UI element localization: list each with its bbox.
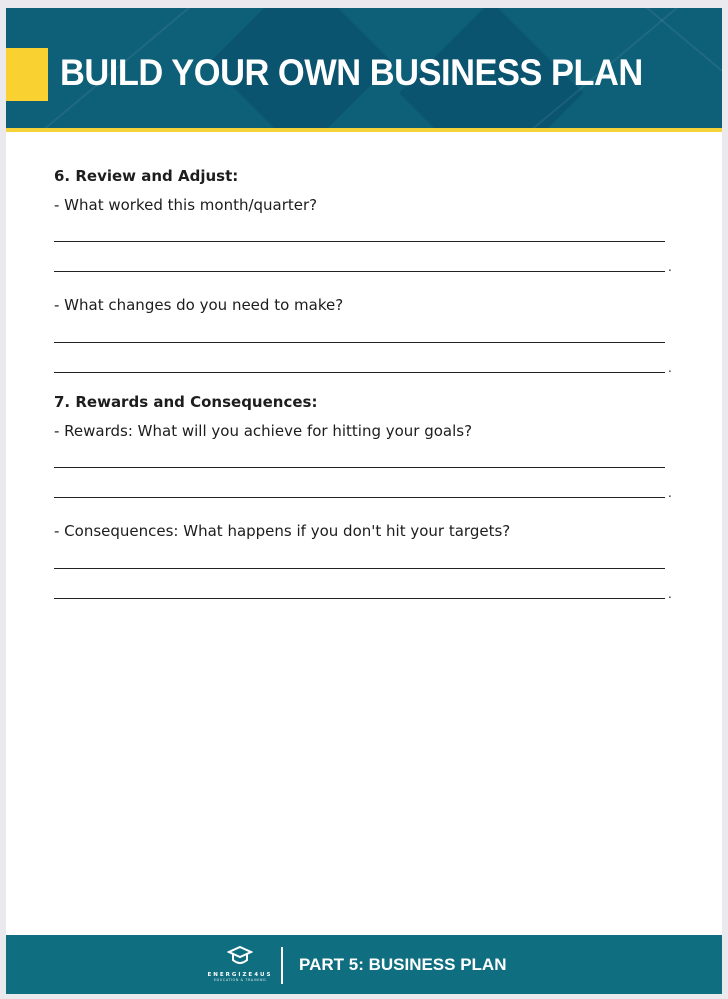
question: - Consequences: What happens if you don't hit your targets? [54,522,511,540]
line-end: . [668,361,672,375]
question: - What worked this month/quarter? [54,196,318,214]
answer-line[interactable] [54,271,665,272]
answer-line[interactable] [54,241,665,242]
footer-divider [281,947,283,984]
logo-subtext: EDUCATION & TRAINING [213,978,267,982]
accent-stripe [6,128,722,132]
answer-line[interactable] [54,497,665,498]
footer-banner [6,935,722,994]
brand-logo [206,945,274,985]
logo-text: ENERGIZE4US [207,972,273,978]
footer-title: PART 5: BUSINESS PLAN [299,955,507,974]
line-end: . [668,260,672,274]
question: - What changes do you need to make? [54,296,344,314]
section-heading: 6. Review and Adjust: [54,167,239,185]
graduation-cap-icon [227,945,253,967]
answer-line[interactable] [54,372,665,373]
question: - Rewards: What will you achieve for hitting your goals? [54,422,473,440]
answer-line[interactable] [54,467,665,468]
answer-line[interactable] [54,568,665,569]
answer-line[interactable] [54,342,665,343]
answer-line[interactable] [54,598,665,599]
header-banner [6,8,722,128]
line-end: . [668,486,672,500]
document-page [6,8,722,994]
line-end: . [668,587,672,601]
accent-block [6,48,48,101]
section-heading: 7. Rewards and Consequences: [54,393,318,411]
page-title: BUILD YOUR OWN BUSINESS PLAN [60,52,643,93]
